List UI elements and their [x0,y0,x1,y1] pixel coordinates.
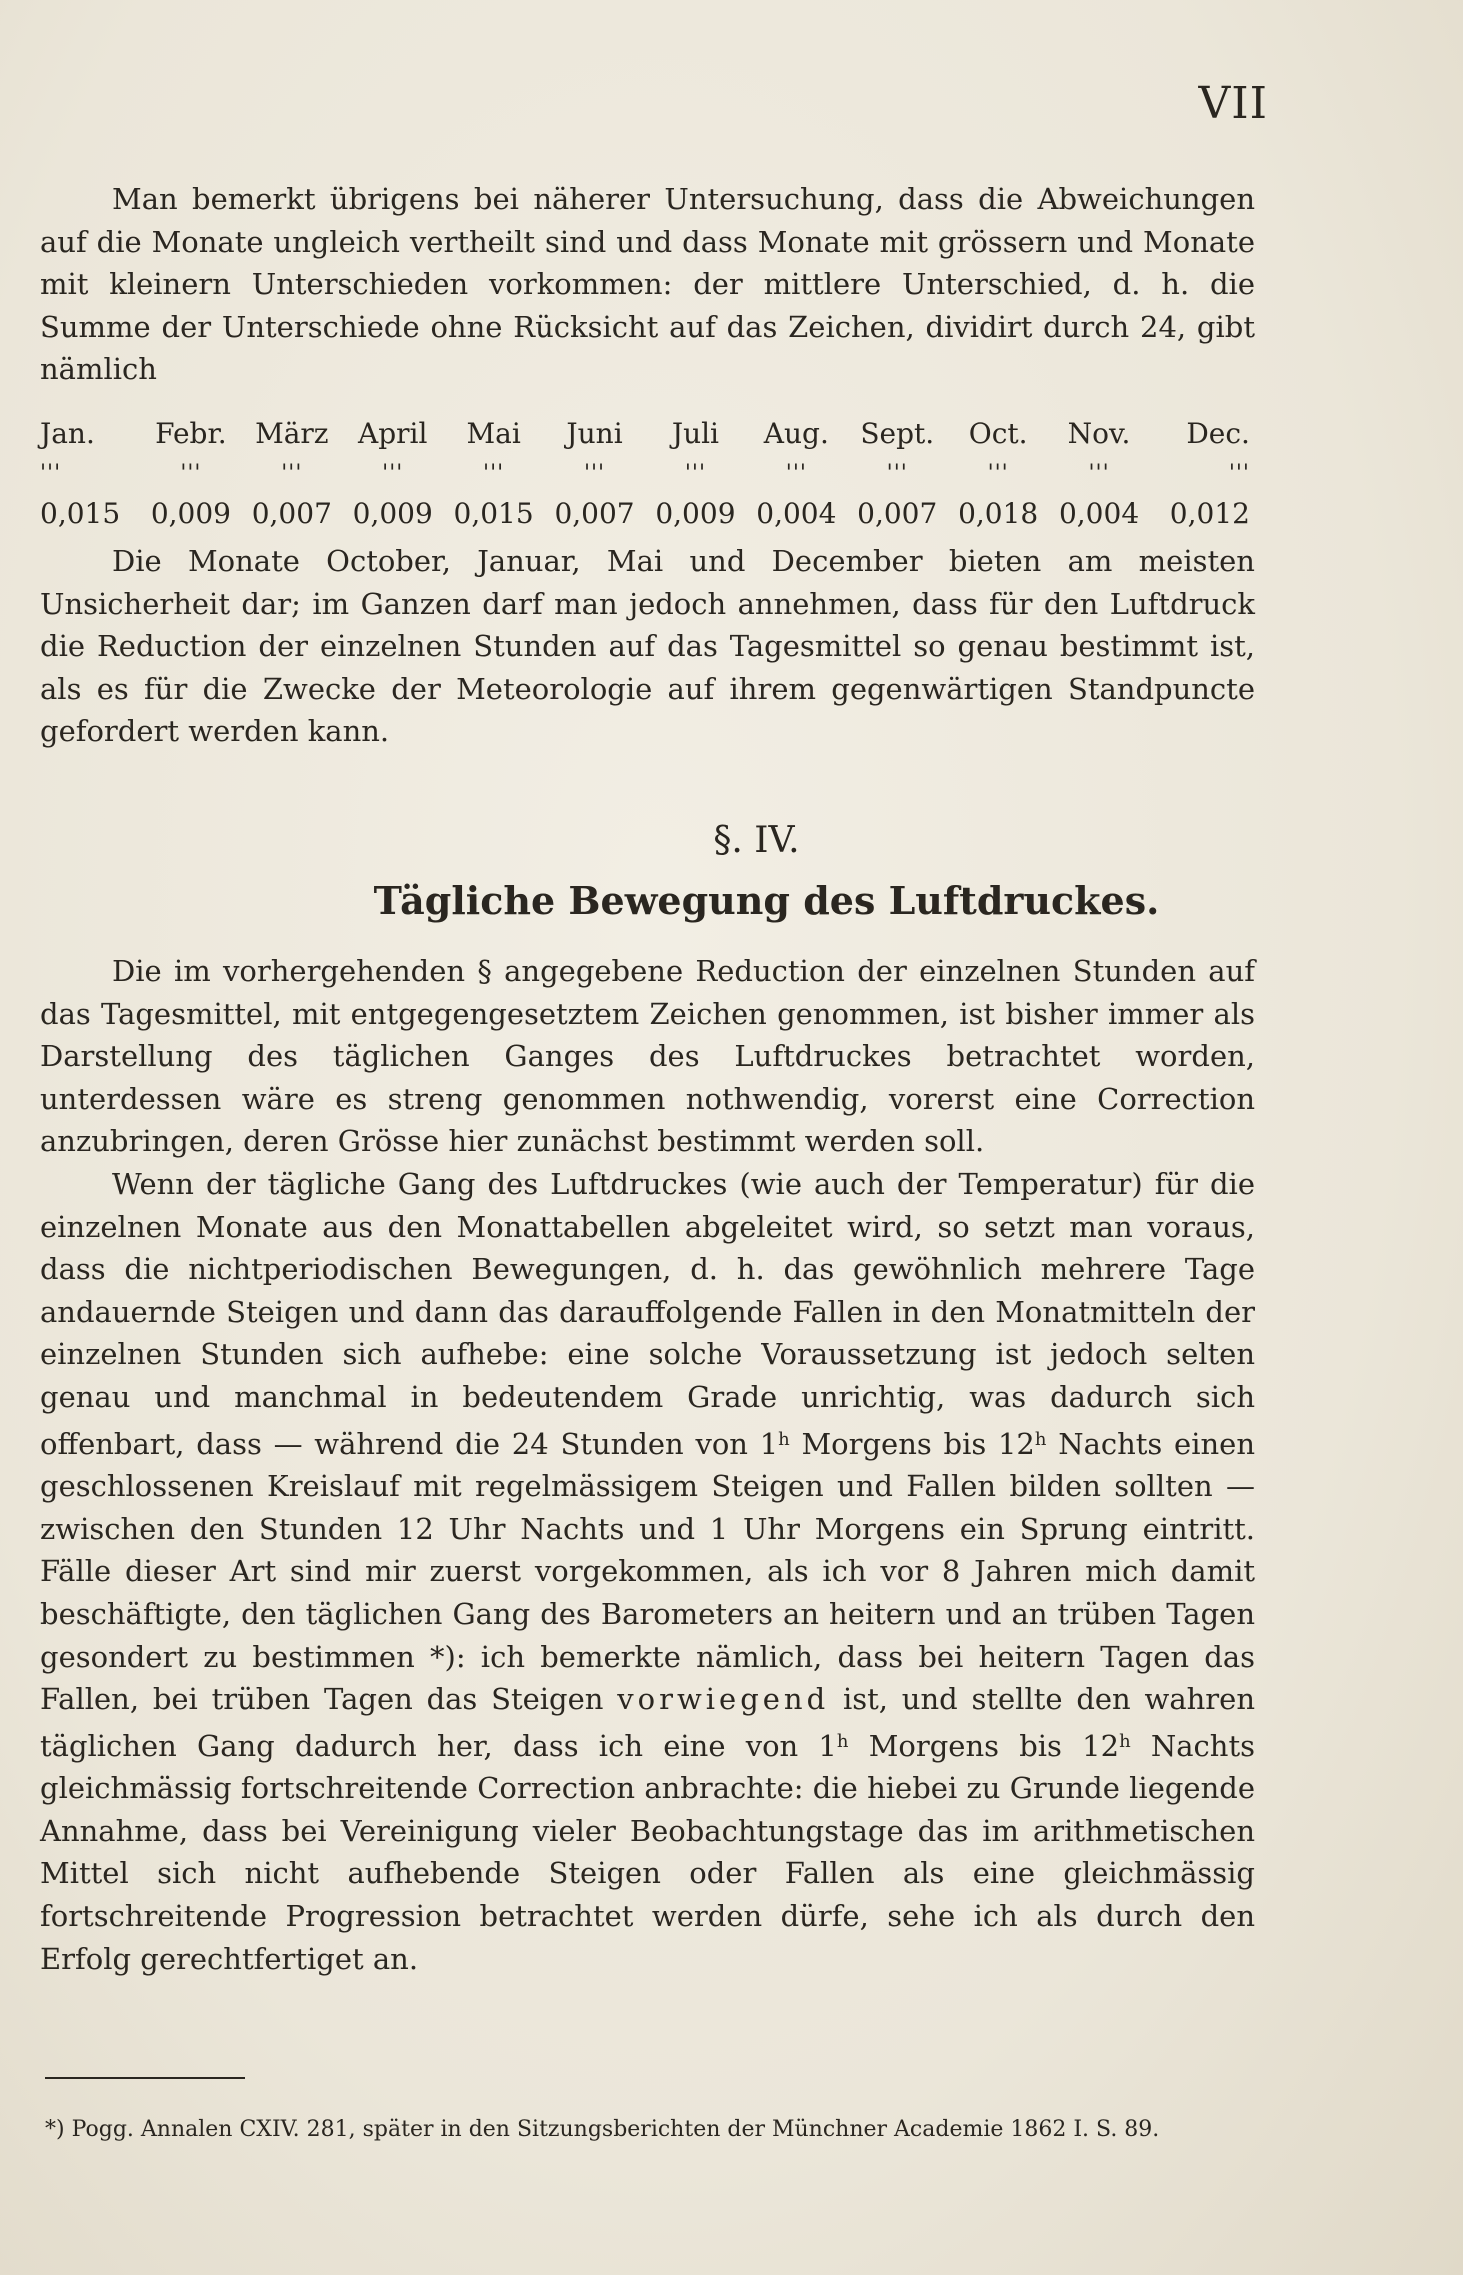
unit-mark-8: ''' [886,461,908,486]
month-header-row [40,414,1250,454]
section-number: §. IV. [713,820,800,861]
paragraph-3: Die im vorhergehenden § angegebene Reduction der einzelnen Stunden auf das Tagesmittel, mit entgegengesetztem Zeichen genommen, ist bisher immer als Darstellung des täglichen Ganges des Luftdruckes betrachtet worden, unterdessen wäre es streng genommen nothwendig, vorerst eine Correction anzubringen, deren Grösse hier zunächst bestimmt werden soll. [40,954,1255,1159]
month-label-4: Mai [466,417,521,450]
month-label-6: Juli [671,417,720,450]
month-value-0: 0,015 [40,497,121,530]
month-value-8: 0,007 [857,497,938,530]
paragraph-4 [40,1163,1255,1980]
footnote: *) Pogg. Annalen CXIV. 281, später in den Sitzungsberichten der Münchner Academie 1862 I. S. 89. [45,2117,1160,2142]
month-value-11: 0,012 [1169,497,1250,530]
paragraph-block-2 [40,540,1255,753]
unit-mark-9: ''' [987,461,1009,486]
month-deviation-table [40,414,1250,534]
month-label-1: Febr. [155,417,227,450]
footnote-divider [45,2077,245,2079]
month-value-4: 0,015 [453,497,534,530]
unit-mark-0: ''' [40,461,62,486]
value-row [40,494,1250,534]
intro-block [40,178,1255,391]
p4-sup-4: h [1119,1730,1131,1752]
month-label-0: Jan. [40,417,95,450]
intro-paragraph: Man bemerkt übrigens bei näherer Untersuchung, dass die Abweichungen auf die Monate ungleich vertheilt sind und dass Monate mit grössern und Monate mit kleinern Unterschieden vorkommen: der mittlere Unterschied, d. h. die Summe der Unterschiede ohne Rücksicht auf das Zeichen, dividirt durch 24, gibt nämlich [40,182,1255,387]
p4-sup-3: h [836,1730,849,1752]
month-value-7: 0,004 [756,497,837,530]
p4-part-e: Morgens bis 12 [848,1728,1120,1763]
unit-mark-1: ''' [180,461,202,486]
unit-mark-6: ''' [684,461,707,486]
unit-mark-5: ''' [583,461,606,486]
p4-part-d: ist, und stellte den wahren täglichen Gang dadurch her, dass ich eine von 1 [40,1682,1255,1763]
p4-part-c: Nachts einen geschlossenen Kreislauf mit regelmässigem Steigen und Fallen bilden sollten — zwischen den Stunden 12 Uhr Nachts und 1 Uhr Morgens ein Sprung eintritt. Fälle dieser Art sind mir zuerst vorgekommen, als ich vor 8 Jahren mich damit beschäftigte, den täglichen Gang des Barometers an heitern und an trüben Tagen gesondert zu bestimmen *): ich bemerkte nämlich, dass bei heitern Tagen das Fallen, bei trüben Tagen das Steigen [40,1426,1256,1717]
p4-emphasis: vorwiegend [617,1682,830,1717]
p4-sup-2: h [1034,1428,1047,1450]
p4-part-b: Morgens bis 12 [789,1426,1035,1461]
unit-row [40,454,1250,494]
month-value-6: 0,009 [655,497,736,530]
paragraph-2: Die Monate October, Januar, Mai und December bieten am meisten Unsicherheit dar; im Ganzen darf man jedoch annehmen, dass für den Luftdruck die Reduction der einzelnen Stunden auf das Tagesmittel so genau bestimmt ist, als es für die Zwecke der Meteorologie auf ihrem gegenwärtigen Standpuncte gefordert werden kann. [40,544,1255,749]
unit-mark-2: ''' [281,461,303,486]
month-label-2: März [255,417,329,450]
month-label-9: Oct. [968,417,1028,450]
month-value-5: 0,007 [554,497,635,530]
unit-mark-3: ''' [382,461,404,486]
month-label-7: Aug. [763,417,829,450]
paragraph-block-3 [40,950,1255,1980]
month-value-2: 0,007 [251,497,332,530]
month-value-1: 0,009 [150,497,231,530]
month-value-9: 0,018 [958,497,1039,530]
month-label-3: April [357,417,428,450]
page-number: VII [1198,78,1268,129]
p4-part-a: Wenn der tägliche Gang des Luftdruckes (wie auch der Temperatur) für die einzelnen Monate aus den Monattabellen abgeleitet wird, so setzt man voraus, dass die nichtperiodischen Bewegungen, d. h. das gewöhnlich mehrere Tage andauernde Steigen und dann das darauffolgende Fallen in den Monatmitteln der einzelnen Stunden sich aufhebe: eine solche Voraussetzung ist jedoch selten genau und manchmal in bedeutendem Grade unrichtig, was dadurch sich offenbart, dass — während die 24 Stunden von 1 [40,1166,1255,1461]
unit-mark-10: ''' [1088,461,1110,486]
month-label-5: Juni [566,417,623,450]
section-title: Tägliche Bewegung des Luftdruckes. [373,878,1160,923]
unit-mark-4: ''' [483,461,505,486]
month-label-8: Sept. [860,417,935,450]
month-value-10: 0,004 [1058,497,1140,530]
month-label-11: Dec. [1186,417,1250,450]
unit-mark-7: ''' [785,461,807,486]
month-value-3: 0,009 [352,497,433,530]
p4-sup-1: h [778,1428,790,1450]
unit-mark-11: ''' [1228,461,1250,486]
p4-part-f: Nachts gleichmässig fortschreitende Correction anbrachte: die hiebei zu Grunde liegende Annahme, dass bei Vereinigung vieler Beobachtungstage das im arithmetischen Mittel sich nicht aufhebende Steigen oder Fallen als eine gleichmässig fortschreitende Progression betrachtet werden dürfe, sehe ich als durch den Erfolg gerechtfertiget an. [40,1728,1255,1976]
month-label-10: Nov. [1067,417,1131,450]
